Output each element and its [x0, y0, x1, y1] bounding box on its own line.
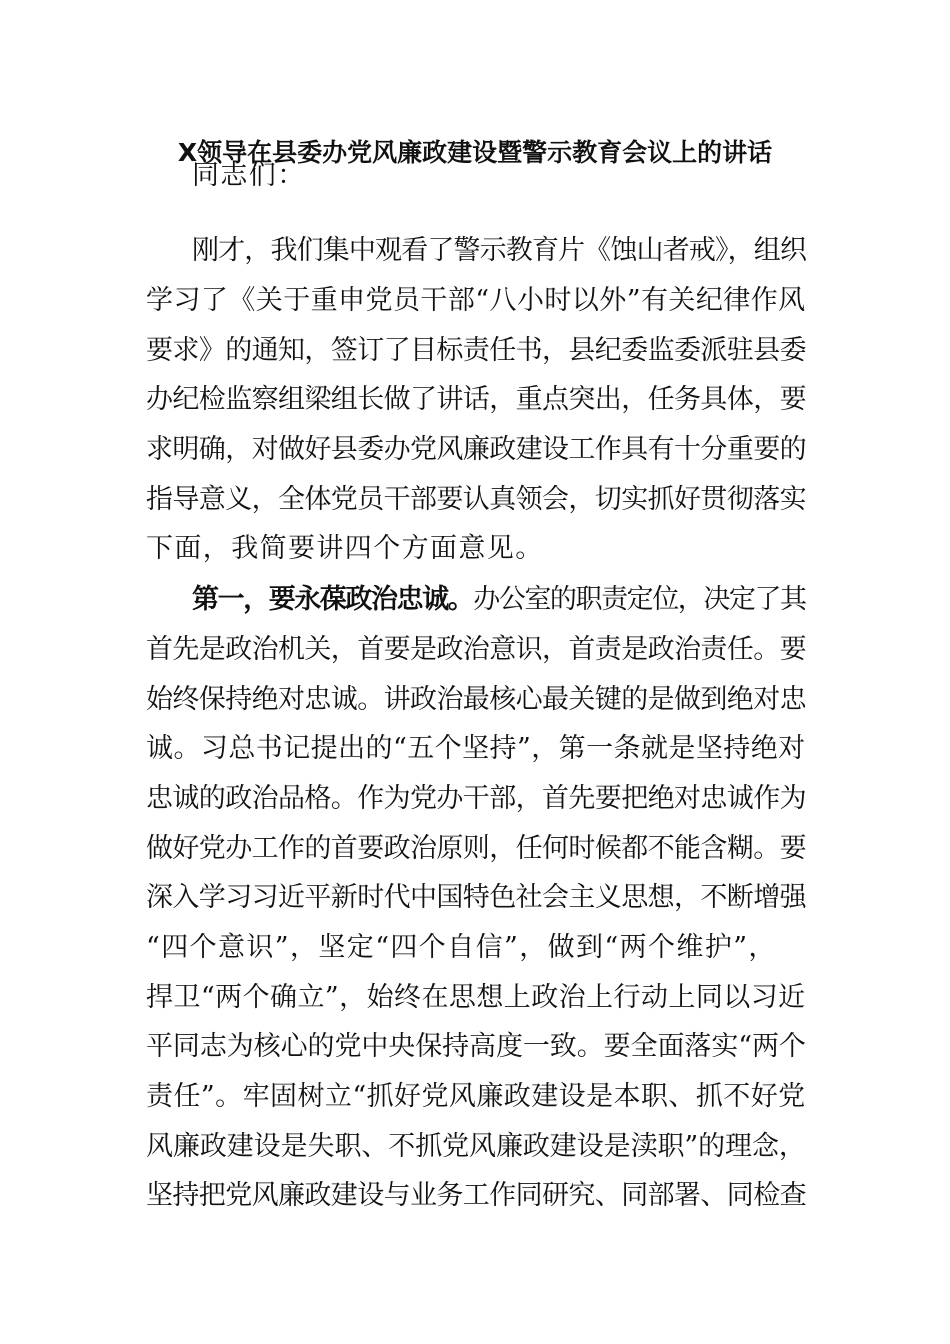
paragraph-line: 办纪检监察组梁组长做了讲话，重点突出，任务具体，要 [146, 384, 806, 415]
paragraph-line: 做好党办工作的首要政治原则，任何时候都不能含糊。要 [146, 833, 806, 864]
salutation: 同志们： [192, 160, 306, 191]
paragraph-line [192, 582, 806, 618]
paragraph-line: 首先是政治机关，首要是政治意识，首责是政治责任。要 [146, 634, 806, 665]
paragraph-text: 办公室的职责定位，决定了其 [473, 584, 806, 615]
document-title: X领导在县委办党风廉政建设暨警示教育会议上的讲话 [177, 138, 773, 167]
paragraph-line: 刚才，我们集中观看了警示教育片《蚀山者戒》，组织 [192, 235, 807, 266]
paragraph-line: 指导意义，全体党员干部要认真领会，切实抓好贯彻落实 [146, 484, 806, 515]
paragraph-line: 要求》的通知，签订了目标责任书，县纪委监委派驻县委 [146, 335, 806, 366]
paragraph-line: 风廉政建设是失职、不抓党风廉政建设是渎职”的理念， [146, 1131, 806, 1162]
paragraph-line: 责任”。牢固树立“抓好党风廉政建设是本职、抓不好党 [146, 1081, 806, 1112]
paragraph-line: 学习了《关于重申党员干部“八小时以外”有关纪律作风 [146, 285, 806, 316]
paragraph-line: 深入学习习近平新时代中国特色社会主义思想，不断增强 [146, 882, 806, 913]
paragraph-line: 忠诚的政治品格。作为党办干部，首先要把绝对忠诚作为 [146, 783, 806, 814]
paragraph-line: 求明确，对做好县委办党风廉政建设工作具有十分重要的 [146, 434, 806, 465]
paragraph-line: 始终保持绝对忠诚。讲政治最核心最关键的是做到绝对忠 [146, 684, 806, 715]
paragraph-line: 平同志为核心的党中央保持高度一致。要全面落实“两个 [146, 1031, 806, 1062]
section-heading: 第一，要永葆政治忠诚。 [192, 584, 474, 615]
paragraph-line: 坚持把党风廉政建设与业务工作同研究、同部署、同检查 [146, 1180, 806, 1211]
paragraph-line: “四个意识”，坚定“四个自信”，做到“两个维护”， [146, 932, 777, 963]
paragraph-line: 捍卫“两个确立”，始终在思想上政治上行动上同以习近 [146, 982, 806, 1013]
paragraph-line: 诚。习总书记提出的“五个坚持”，第一条就是坚持绝对 [146, 733, 806, 764]
paragraph-line: 下面，我简要讲四个方面意见。 [146, 533, 544, 564]
